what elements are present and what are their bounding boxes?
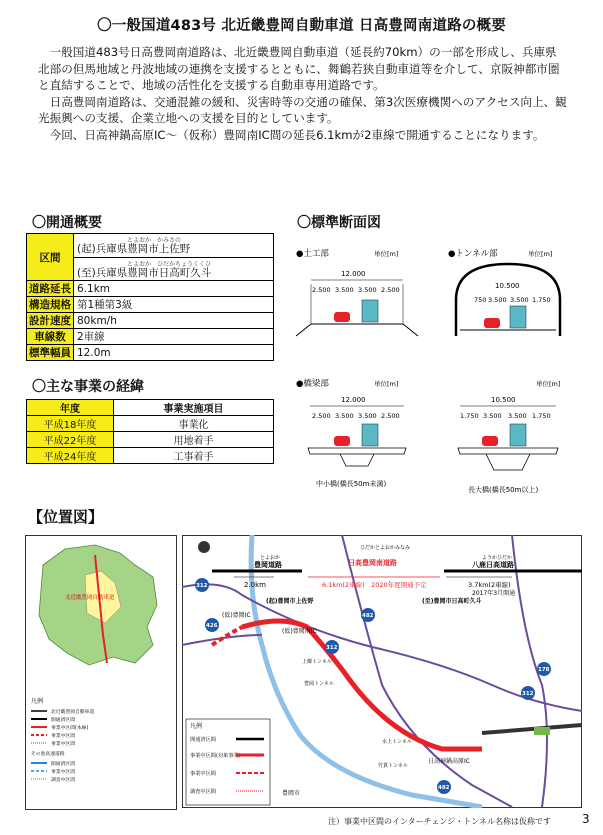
history-year: 平成24年度 <box>27 448 114 464</box>
road-name: 豊岡道路 <box>254 561 282 569</box>
dist-left: 2.0km <box>244 581 267 589</box>
earthwork-part: 3.500 <box>335 286 354 294</box>
toyooka-city: 豊岡市 <box>282 790 301 797</box>
bridge-unit: 単位[m] <box>374 380 399 388</box>
tunnel-2: 豊岡トンネル <box>304 681 334 687</box>
bridge-small-part: 2.500 <box>381 412 400 420</box>
route-482-label: 482 <box>362 613 374 619</box>
bridge-small-total: 12.000 <box>341 396 366 404</box>
inset-map <box>25 535 177 810</box>
row-label: 道路延長 <box>27 281 74 297</box>
overview-table <box>26 233 274 361</box>
route-426-label: 426 <box>206 623 218 629</box>
bridge-large-part: 1.750 <box>460 412 479 420</box>
history-table <box>26 399 274 464</box>
section-end <box>74 257 274 281</box>
tunnel-part: 750 <box>474 296 487 304</box>
car-icon <box>334 436 350 446</box>
history-year: 平成22年度 <box>27 432 114 448</box>
tunnel-3: 水上トンネル <box>382 739 412 745</box>
tunnel-1: 上郷トンネル <box>302 659 332 665</box>
earthwork-part: 2.500 <box>312 286 331 294</box>
history-heading: 〇主な事業の経緯 <box>32 379 144 395</box>
row-value: 第1種第3級 <box>74 297 274 313</box>
tunnel-part: 3.500 <box>488 296 507 304</box>
row-value: 6.1km <box>74 281 274 297</box>
green-route-badge <box>534 727 550 735</box>
map-legend-item: 事業中区間 <box>190 771 216 777</box>
ic-toyooka-minami: (仮)豊岡南IC <box>282 628 317 635</box>
section-start-ruby: とよおか かみさの <box>127 237 182 245</box>
car-icon <box>334 312 350 322</box>
bridge-large-part: 3.500 <box>508 412 527 420</box>
location-map <box>182 535 582 808</box>
overview-row <box>27 313 274 329</box>
overview-row <box>27 281 274 297</box>
overview-heading: 〇開通概要 <box>32 215 102 231</box>
bridge-small-part: 2.500 <box>312 412 331 420</box>
dist-mid: 6.1km(2車線) 2020年度開通予定 <box>322 581 427 589</box>
tunnel-part: 1.750 <box>532 296 551 304</box>
section-label: 区間 <box>27 234 74 281</box>
page-title: 〇一般国道483号 北近畿豊岡自動車道 日高豊岡南道路の概要 <box>97 18 506 34</box>
ic-toyooka: (仮)豊岡IC <box>222 612 251 619</box>
history-row <box>27 448 274 464</box>
truck-icon <box>510 306 526 328</box>
truck-icon <box>362 300 378 322</box>
right-note: 2017年3月開通 <box>472 590 516 597</box>
cross-section-diagrams <box>288 240 588 500</box>
inset-legend-item: その他高速道路 <box>31 752 65 757</box>
bridge-label: ●橋梁部 <box>296 379 329 389</box>
bridge-small-part: 3.500 <box>335 412 354 420</box>
intro-paragraph-1: 一般国道483号日高豊岡南道路は、北近畿豊岡自動車道（延長約70km）の一部を形成し、兵庫県北部の但馬地域と丹波地域の連携を支援するとともに、舞鶴若狭自動車道等を介して、京阪神都市圏と直結することで、地域の活性化を支援する自動車専用道路です。 <box>38 45 560 93</box>
map-legend-title: 凡例 <box>190 723 203 730</box>
history-item: 事業化 <box>114 416 274 432</box>
route-482-label: 482 <box>438 785 450 791</box>
row-label: 設計速度 <box>27 313 74 329</box>
overview-row <box>27 329 274 345</box>
tunnel-part: 3.500 <box>510 296 529 304</box>
inset-legend-title: 凡例 <box>31 698 44 705</box>
route-312-label: 312 <box>522 691 534 697</box>
truck-icon <box>510 424 526 446</box>
hachika-ruby: ようかひだか <box>482 555 513 561</box>
history-year: 平成18年度 <box>27 416 114 432</box>
earthwork-part: 3.500 <box>358 286 377 294</box>
row-value: 80km/h <box>74 313 274 329</box>
tunnel-label: ●トンネル部 <box>448 249 498 259</box>
inset-legend-item: 事業中区間 <box>51 742 75 747</box>
compass-icon <box>198 541 210 553</box>
bridge-small-part: 3.500 <box>358 412 377 420</box>
inset-legend-item: 開通済区間 <box>51 718 75 723</box>
cross-section-heading: 〇標準断面図 <box>297 215 381 231</box>
intro-paragraph-3: 今回、日高神鍋高原IC～（仮称）豊岡南IC間の延長6.1kmが2車線で開通することになります。 <box>49 127 545 142</box>
bridge-small-caption: 中小橋(橋長50m未満) <box>316 480 387 488</box>
section-start-text: (起)兵庫県豊岡市上佐野 <box>77 243 191 256</box>
inset-legend-item: 調査中区間 <box>51 778 75 783</box>
bridge-unit: 単位[m] <box>536 380 561 388</box>
page-number: 3 <box>582 812 590 826</box>
section-start <box>74 234 274 258</box>
inset-legend-item: 事業中区間(本線) <box>51 726 89 731</box>
road-name-ruby: とよおか <box>260 555 281 561</box>
history-item: 用地着手 <box>114 432 274 448</box>
map-legend-item: 開通済区間 <box>190 737 216 743</box>
inset-legend-item: 事業中区間 <box>51 770 75 775</box>
bridge-large-total: 10.500 <box>491 396 516 404</box>
earthwork-part: 2.500 <box>381 286 400 294</box>
bridge-large-caption: 長大橋(橋長50m以上) <box>468 486 539 494</box>
earthwork-label: ●土工部 <box>296 249 329 259</box>
route-312-label: 312 <box>326 645 338 651</box>
row-label: 車線数 <box>27 329 74 345</box>
dist-right: 3.7km(2車線) <box>468 581 511 589</box>
inset-legend-item: 開通済区間 <box>51 762 75 767</box>
inset-legend-item: 北近畿豊岡自動車道 <box>51 710 95 715</box>
overview-row <box>27 297 274 313</box>
intro-text <box>38 44 568 144</box>
tunnel-total: 10.500 <box>495 282 520 290</box>
section-end-text: (至)兵庫県豊岡市日高町久斗 <box>77 266 212 279</box>
section-end-ruby: とよおか ひだかちょうくくひ <box>127 260 212 268</box>
history-row <box>27 416 274 432</box>
earthwork-total: 12.000 <box>341 270 366 278</box>
route-312-label: 312 <box>196 583 208 589</box>
row-label: 構造規格 <box>27 297 74 313</box>
history-row <box>27 432 274 448</box>
map-legend-item: 調査中区間 <box>190 789 216 795</box>
overview-row <box>27 345 274 361</box>
car-icon <box>484 318 500 328</box>
inset-legend-item: 事業中区間 <box>51 734 75 739</box>
intro-paragraph-2: 日高豊岡南道路は、交通混雑の緩和、災害時等の交通の確保、第3次医療機関へのアクセス向上、観光振興への支援、企業立地への支援を目的としています。 <box>38 94 567 126</box>
start-place: (起)豊岡市上佐野 <box>266 598 314 605</box>
truck-icon <box>362 424 378 446</box>
footnote: 注）事業中区間のインターチェンジ・トンネル名称は仮称です <box>328 817 551 826</box>
row-label: 標準幅員 <box>27 345 74 361</box>
tunnel-unit: 単位[m] <box>528 250 553 258</box>
end-place: (至)豊岡市日高町久斗 <box>422 598 482 605</box>
hachika-road-label: 八鹿日高道路 <box>472 561 514 569</box>
inset-title: 北近畿豊岡自動車道 <box>65 595 115 601</box>
history-col-item: 事業実施項目 <box>114 400 274 416</box>
bridge-large-part: 3.500 <box>483 412 502 420</box>
history-item: 工事着手 <box>114 448 274 464</box>
bridge-large-part: 1.750 <box>532 412 551 420</box>
location-heading: 【位置図】 <box>28 508 104 526</box>
route-178-label: 178 <box>538 667 550 673</box>
row-value: 12.0m <box>74 345 274 361</box>
target-road-ruby: ひだかとよおかみなみ <box>360 545 411 551</box>
row-value: 2車線 <box>74 329 274 345</box>
map-legend-item: 事業中区間(対象事業) <box>190 753 241 759</box>
history-col-year: 年度 <box>27 400 114 416</box>
ic-hidaka: 日高神鍋高原IC <box>428 758 470 765</box>
target-road-label: 日高豊岡南道路 <box>348 559 397 567</box>
earthwork-unit: 単位[m] <box>374 250 399 258</box>
tunnel-4: 竹貫トンネル <box>378 763 408 769</box>
car-icon <box>482 436 498 446</box>
